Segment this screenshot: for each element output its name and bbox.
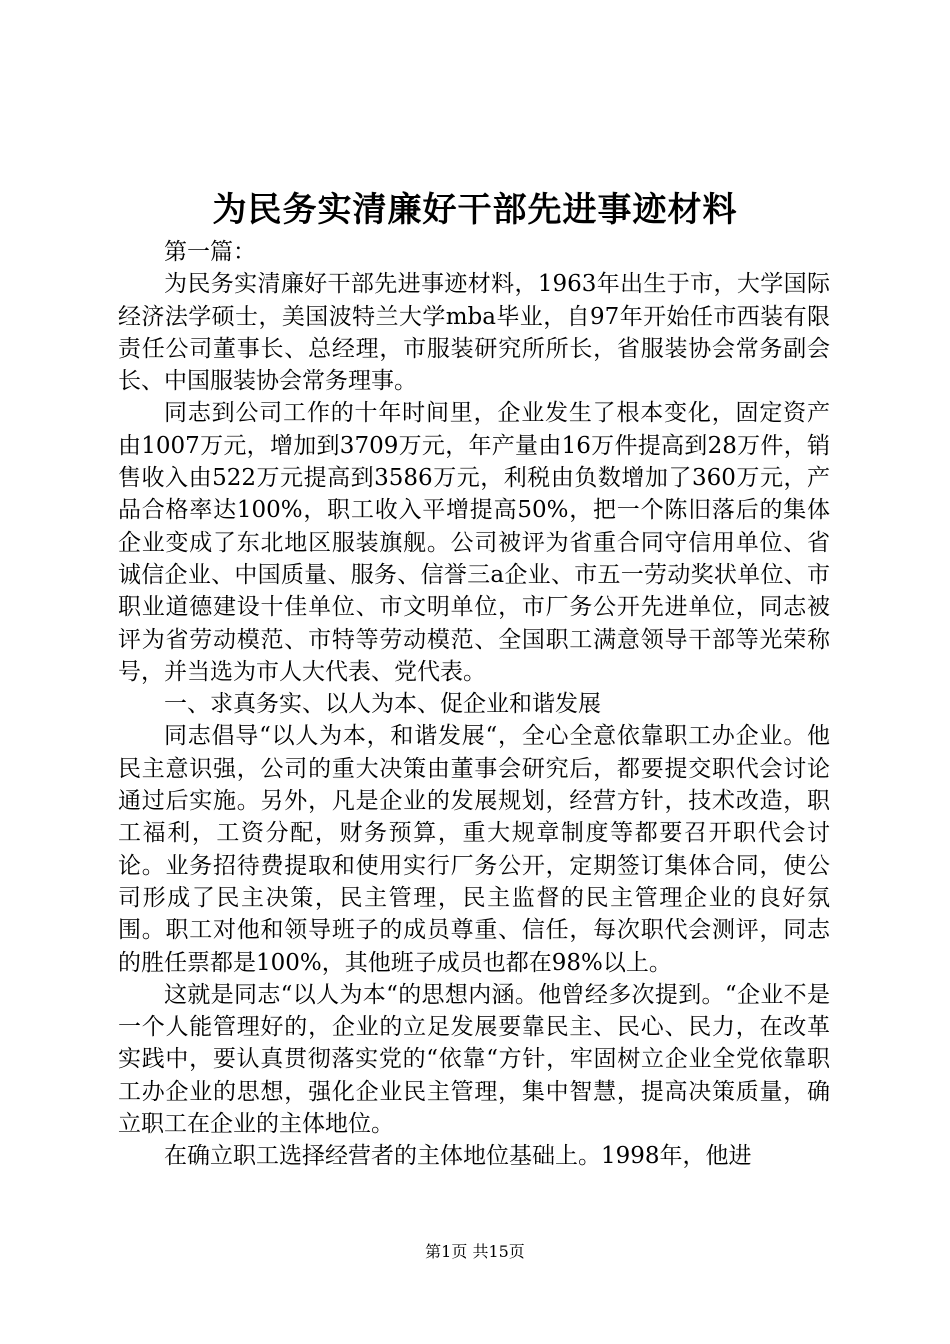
paragraph-heading: 第一篇： bbox=[164, 239, 256, 265]
paragraph: 在确立职工选择经营者的主体地位基础上。1998年，他进 bbox=[164, 1143, 752, 1170]
paragraph: 同志倡导“以人为本，和谐发展“，全心全意依靠职工办企业。他民主意识强，公司的重大决策由董事会研究后，都要提交职代会讨论通过后实施。另外，凡是企业的发展规划，经营方针，技术改造，职工福利，工资分配，财务预算，重大规章制度等都要召开职代会讨论。业务招待费提取和使用实行厂务公开，定期签订集体合同，使公司形成了民主决策，民主管理，民主监督的民主管理企业的良好氛围。职工对他和领导班子的成员尊重、信任，每次职代会测评，同志的胜任票都是100%，其他班子成员也都在98%以上。 bbox=[118, 723, 830, 976]
paragraph: 为民务实清廉好干部先进事迹材料，1963年出生于市，大学国际经济法学硕士，美国波特兰大学mba毕业，自97年开始任市西装有限责任公司董事长、总经理，市服装研究所所长，省服装协会常务副会长、中国服装协会常务理事。 bbox=[118, 271, 830, 395]
section-heading: 一、求真务实、以人为本、促企业和谐发展 bbox=[164, 691, 601, 718]
paragraph: 同志到公司工作的十年时间里，企业发生了根本变化，固定资产由1007万元，增加到3709万元，年产量由16万件提高到28万件，销售收入由522万元提高到3586万元，利税由负数增加了360万元，产品合格率达100%，职工收入平增提高50%，把一个陈旧落后的集体企业变成了东北地区服装旗舰。公司被评为省重合同守信用单位、省诚信企业、中国质量、服务、信誉三a企业、市五一劳动奖状单位、市职业道德建设十佳单位、市文明单位，市厂务公开先进单位，同志被评为省劳动模范、市特等劳动模范、全国职工满意领导干部等光荣称号，并当选为市人大代表、党代表。 bbox=[118, 400, 830, 685]
document-title: 为民务实清廉好干部先进事迹材料 bbox=[212, 190, 738, 230]
paragraph: 这就是同志“以人为本“的思想内涵。他曾经多次提到。“企业不是一个人能管理好的，企业的立足发展要靠民主、民心、民力，在改革实践中，要认真贯彻落实党的“依靠“方针，牢固树立企业全党依靠职工办企业的思想，强化企业民主管理，集中智慧，提高决策质量，确立职工在企业的主体地位。 bbox=[118, 981, 830, 1138]
document-body bbox=[118, 236, 830, 1173]
page-footer: 第1页 共15页 bbox=[425, 1242, 525, 1261]
